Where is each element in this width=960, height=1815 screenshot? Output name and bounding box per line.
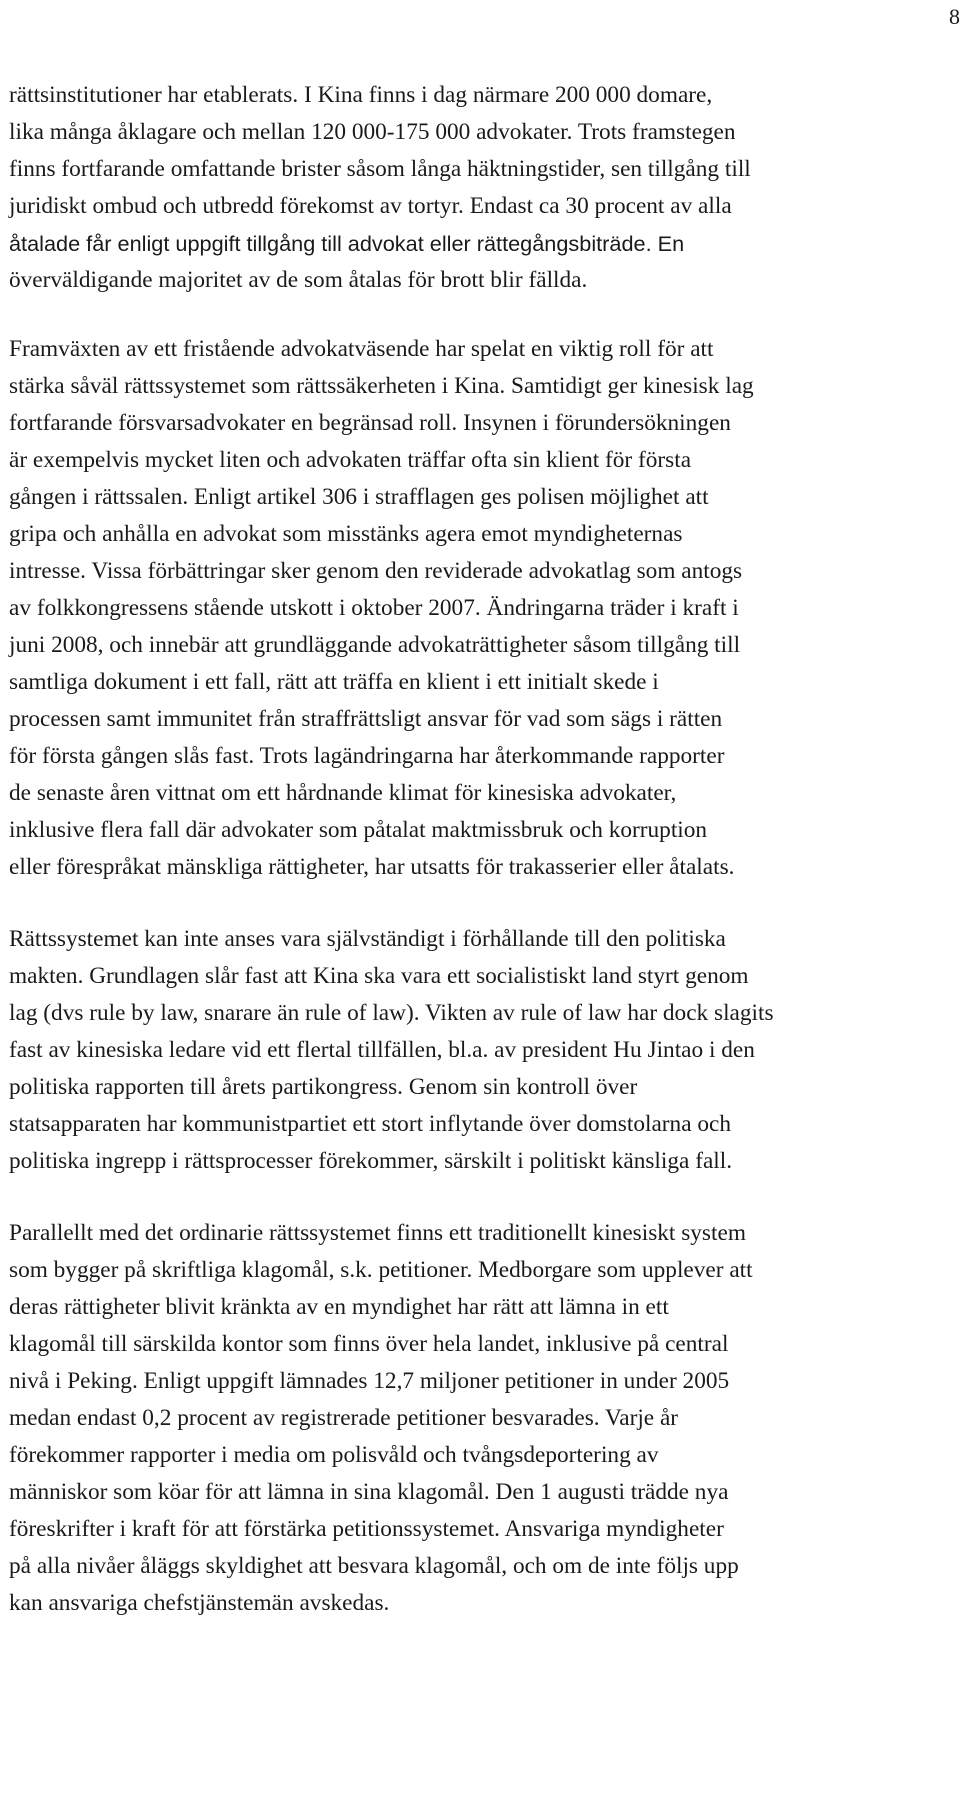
text-line: politiska ingrepp i rättsprocesser förekommer, särskilt i politiskt känsliga fall. (9, 1148, 733, 1174)
paragraph-spacer (9, 1180, 959, 1215)
text-line: fortfarande försvarsadvokater en begränsad roll. Insynen i förundersökningen (9, 410, 731, 436)
text-line: finns fortfarande omfattande brister såsom långa häktningstider, sen tillgång till (9, 156, 751, 182)
text-line: människor som köar för att lämna in sina klagomål. Den 1 augusti trädde nya (9, 1479, 729, 1505)
paragraph (9, 331, 959, 886)
text-line: av folkkongressens stående utskott i oktober 2007. Ändringarna träder i kraft i (9, 595, 739, 621)
text-line: som bygger på skriftliga klagomål, s.k. petitioner. Medborgare som upplever att (9, 1257, 753, 1283)
paragraph (9, 921, 959, 1180)
text-line: samtliga dokument i ett fall, rätt att träffa en klient i ett initialt skede i (9, 669, 659, 695)
text-line: gången i rättssalen. Enligt artikel 306 i strafflagen ges polisen möjlighet att (9, 484, 709, 510)
text-line: processen samt immunitet från straffrättsligt ansvar för vad som sägs i rätten (9, 706, 723, 732)
text-line: juridiskt ombud och utbredd förekomst av tortyr. Endast ca 30 procent av alla (9, 193, 732, 219)
text-line: intresse. Vissa förbättringar sker genom den reviderade advokatlag som antogs (9, 558, 743, 584)
text-line: Framväxten av ett fristående advokatväsende har spelat en viktig roll för att (9, 336, 714, 362)
text-line: Rättssystemet kan inte anses vara självständigt i förhållande till den politiska (9, 926, 726, 952)
text-line: inklusive flera fall där advokater som påtalat maktmissbruk och korruption (9, 817, 708, 843)
text-line: är exempelvis mycket liten och advokaten träffar ofta sin klient för första (9, 447, 692, 473)
text-line: juni 2008, och innebär att grundläggande advokaträttigheter såsom tillgång till (9, 632, 741, 658)
text-line: eller förespråkat mänskliga rättigheter, har utsatts för trakasserier eller åtalats. (9, 854, 735, 880)
text-line: överväldigande majoritet av de som åtalas för brott blir fällda. (9, 267, 588, 293)
text-line: makten. Grundlagen slår fast att Kina ska vara ett socialistiskt land styrt genom (9, 963, 749, 989)
text-line: rättsinstitutioner har etablerats. I Kina finns i dag närmare 200 000 domare, (9, 82, 713, 108)
text-line: för första gången slås fast. Trots lagändringarna har återkommande rapporter (9, 743, 725, 769)
page-number: 8 (949, 4, 960, 29)
text-line: på alla nivåer åläggs skyldighet att besvara klagomål, och om de inte följs upp (9, 1553, 739, 1579)
text-line: medan endast 0,2 procent av registrerade petitioner besvarades. Varje år (9, 1405, 679, 1431)
paragraph-spacer (9, 299, 959, 331)
text-line: klagomål till särskilda kontor som finns över hela landet, inklusive på central (9, 1331, 729, 1357)
paragraph (9, 1215, 959, 1622)
text-line: lika många åklagare och mellan 120 000-175 000 advokater. Trots framstegen (9, 119, 736, 145)
text-line: åtalade får enligt uppgift tillgång till advokat eller rättegångsbiträde. En (9, 231, 685, 256)
text-line: gripa och anhålla en advokat som misstänks agera emot myndigheternas (9, 521, 683, 547)
text-line: stärka såväl rättssystemet som rättssäkerheten i Kina. Samtidigt ger kinesisk lag (9, 373, 754, 399)
text-line: nivå i Peking. Enligt uppgift lämnades 12,7 miljoner petitioner in under 2005 (9, 1368, 730, 1394)
text-line: politiska rapporten till årets partikongress. Genom sin kontroll över (9, 1074, 638, 1100)
text-line: de senaste åren vittnat om ett hårdnande klimat för kinesiska advokater, (9, 780, 677, 806)
text-line: kan ansvariga chefstjänstemän avskedas. (9, 1590, 390, 1616)
text-line: fast av kinesiska ledare vid ett flertal tillfällen, bl.a. av president Hu Jintao i den (9, 1037, 755, 1063)
paragraph-spacer (9, 886, 959, 921)
text-line: förekommer rapporter i media om polisvåld och tvångsdeportering av (9, 1442, 659, 1468)
text-line: lag (dvs rule by law, snarare än rule of law). Vikten av rule of law har dock slagits (9, 1000, 774, 1026)
document-body (9, 77, 959, 1622)
paragraph (9, 77, 959, 299)
text-line: föreskrifter i kraft för att förstärka petitionssystemet. Ansvariga myndigheter (9, 1516, 724, 1542)
text-line: statsapparaten har kommunistpartiet ett stort inflytande över domstolarna och (9, 1111, 731, 1137)
text-line: Parallellt med det ordinarie rättssystemet finns ett traditionellt kinesiskt system (9, 1220, 746, 1246)
text-line: deras rättigheter blivit kränkta av en myndighet har rätt att lämna in ett (9, 1294, 669, 1320)
